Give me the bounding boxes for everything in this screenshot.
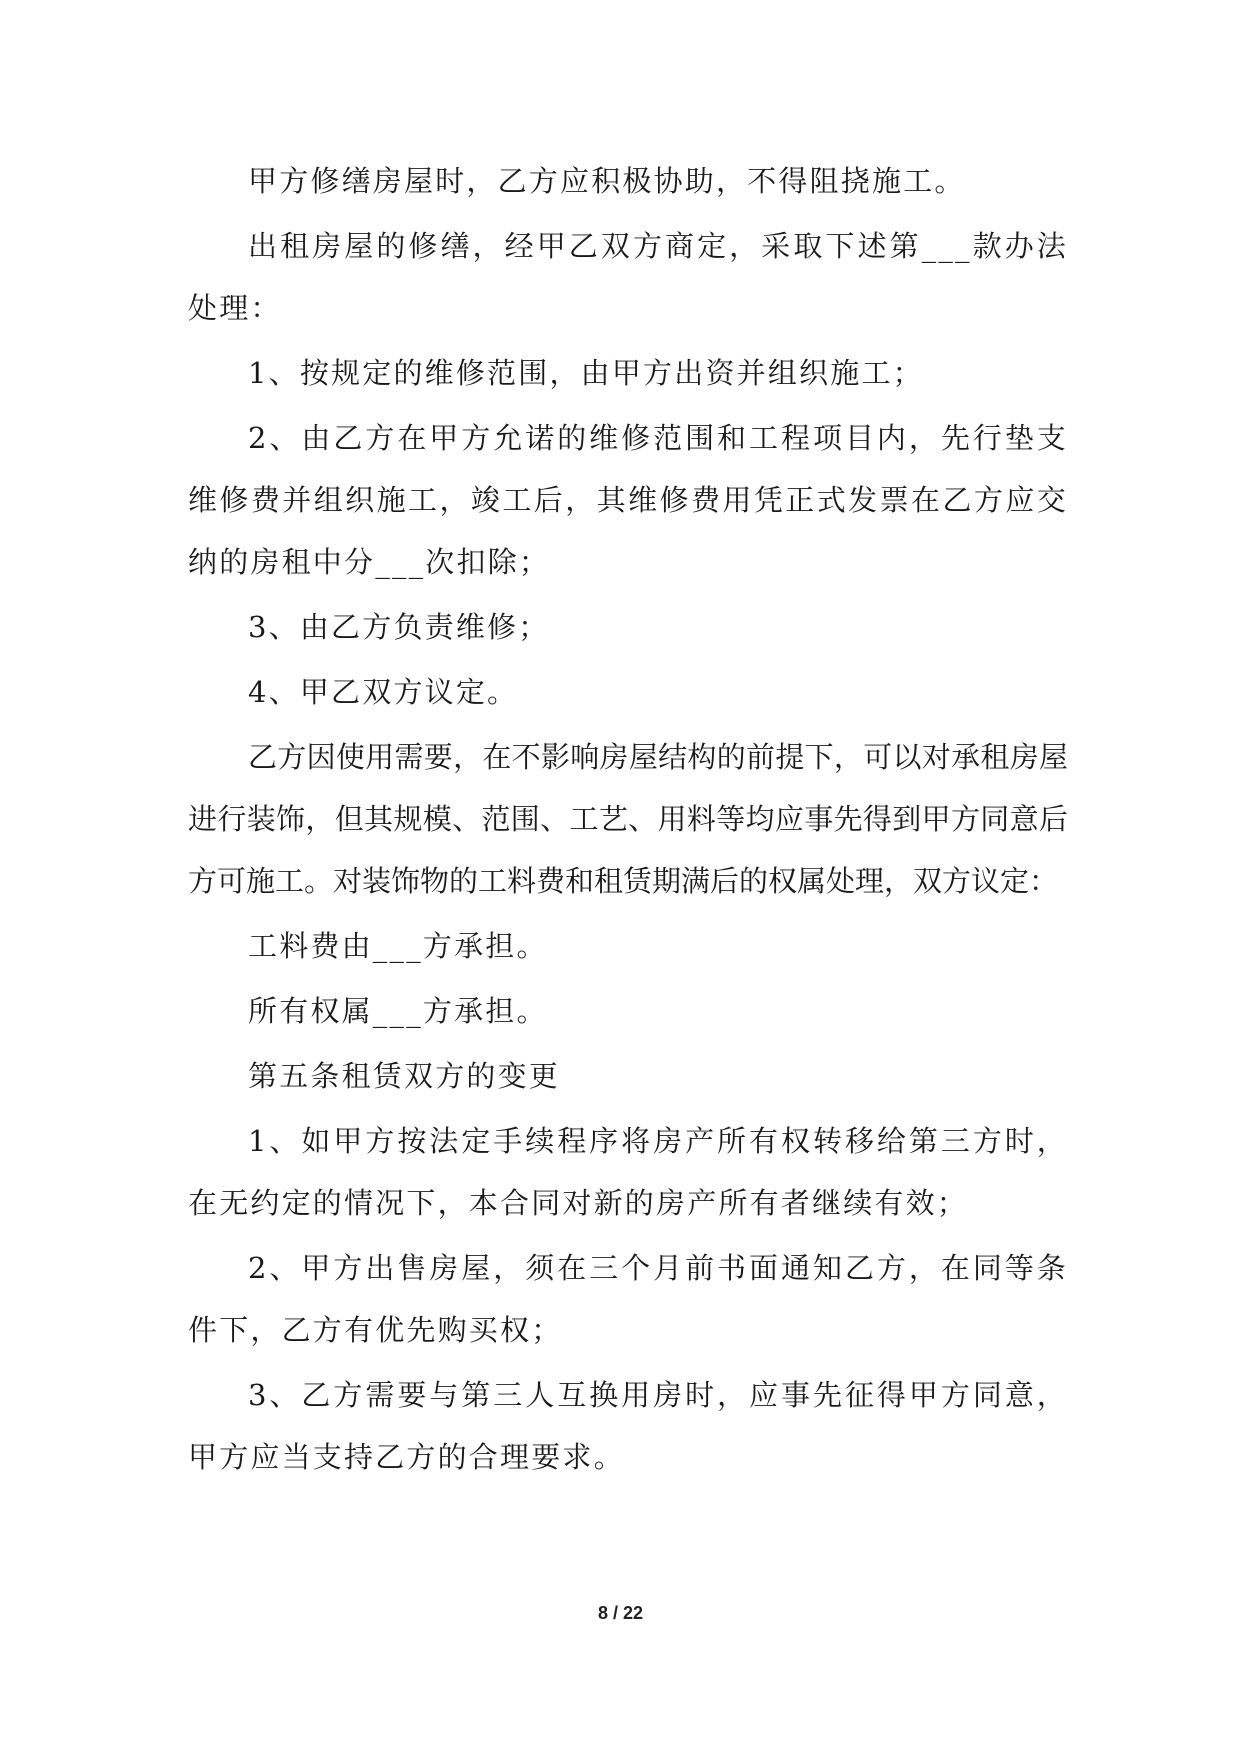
- paragraph: 3、由乙方负责维修；: [248, 610, 550, 644]
- paragraph: 1、如甲方按法定手续程序将房产所有权转移给第三方时，在无约定的情况下，本合同对新的房产所有者继续有效；: [188, 1124, 1068, 1220]
- paragraph: 出租房屋的修缮，经甲乙双方商定，采取下述第___款办法处理：: [188, 229, 1068, 325]
- page-number: 8 / 22: [597, 1603, 644, 1623]
- paragraph: 4、甲乙双方议定。: [248, 675, 519, 709]
- paragraph: 2、甲方出售房屋，须在三个月前书面通知乙方，在同等条件下，乙方有优先购买权；: [188, 1251, 1068, 1347]
- paragraph: 1、按规定的维修范围，由甲方出资并组织施工；: [248, 356, 924, 390]
- paragraph: 3、乙方需要与第三人互换用房时，应事先征得甲方同意，甲方应当支持乙方的合理要求。: [188, 1378, 1068, 1474]
- paragraph: 所有权属___方承担。: [248, 994, 548, 1028]
- section-heading: 第五条租赁双方的变更: [248, 1059, 561, 1093]
- paragraph: 工料费由___方承担。: [248, 929, 548, 963]
- document-body: [188, 150, 1068, 1491]
- paragraph: 2、由乙方在甲方允诺的维修范围和工程项目内，先行垫支维修费并组织施工，竣工后，其维修费用凭正式发票在乙方应交纳的房租中分___次扣除；: [188, 421, 1068, 579]
- paragraph: 甲方修缮房屋时，乙方应积极协助，不得阻挠施工。: [248, 164, 966, 198]
- paragraph: 乙方因使用需要，在不影响房屋结构的前提下，可以对承租房屋进行装饰，但其规模、范围、工艺、用料等均应事先得到甲方同意后方可施工。对装饰物的工料费和租赁期满后的权属处理，双方议定：: [188, 740, 1068, 898]
